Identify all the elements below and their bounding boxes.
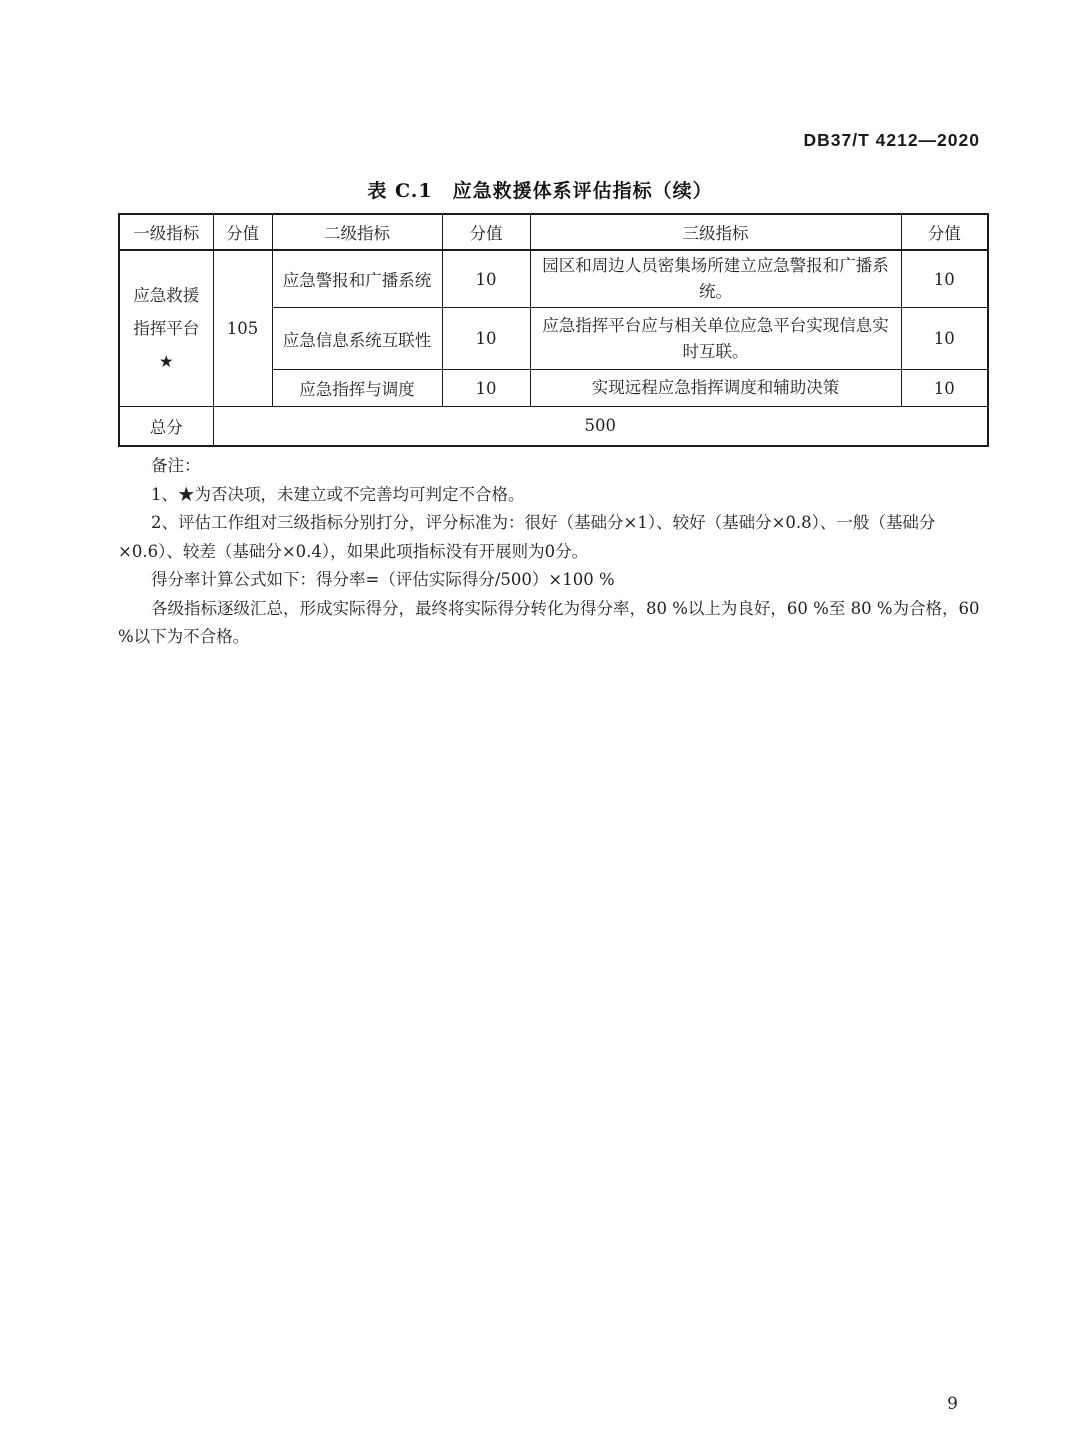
note-item-2: 2、评估工作组对三级指标分别打分，评分标准为：很好（基础分×1）、较好（基础分×0.8）、一般（基础分×0.6）、较差（基础分×0.4），如果此项指标没有开展则为0分。 xyxy=(118,513,936,561)
level2-score-cell: 10 xyxy=(442,308,530,370)
note-item-3: 得分率计算公式如下：得分率=（评估实际得分/500）×100 % xyxy=(151,570,615,589)
note-item-1: 1、★为否决项，未建立或不完善均可判定不合格。 xyxy=(151,484,525,504)
header-score3: 分值 xyxy=(901,214,988,250)
level2-score-cell: 10 xyxy=(442,250,530,308)
header-level1: 一级指标 xyxy=(119,214,213,250)
total-row xyxy=(119,407,988,446)
level2-indicator-cell: 应急警报和广播系统 xyxy=(272,250,442,308)
level3-indicator-cell: 园区和周边人员密集场所建立应急警报和广播系统。 xyxy=(530,250,901,308)
level1-indicator-cell xyxy=(119,250,213,407)
table-header-row xyxy=(119,214,988,250)
level3-score-cell: 10 xyxy=(901,250,988,308)
level3-indicator-cell: 应急指挥平台应与相关单位应急平台实现信息实时互联。 xyxy=(530,308,901,370)
level3-score-cell: 10 xyxy=(901,308,988,370)
total-label-cell: 总分 xyxy=(119,407,213,446)
level1-score-cell: 105 xyxy=(213,250,272,407)
level2-score-cell: 10 xyxy=(442,370,530,407)
level3-indicator-cell: 实现远程应急指挥调度和辅助决策 xyxy=(530,370,901,407)
doc-code: DB37/T 4212—2020 xyxy=(803,130,980,150)
header-level2: 二级指标 xyxy=(272,214,442,250)
note-item-4: 各级指标逐级汇总，形成实际得分，最终将实际得分转化为得分率，80 %以上为良好，60 %至 80 %为合格，60 %以下为不合格。 xyxy=(118,598,980,646)
page-number: 9 xyxy=(947,1394,958,1414)
notes-section xyxy=(118,452,984,652)
indicator-table xyxy=(118,213,989,447)
table-title: 表 C.1 应急救援体系评估指标（续） xyxy=(367,180,713,202)
level3-score-cell: 10 xyxy=(901,370,988,407)
level2-indicator-cell: 应急指挥与调度 xyxy=(272,370,442,407)
header-score2: 分值 xyxy=(442,214,530,250)
total-value-cell: 500 xyxy=(213,407,988,446)
table-row xyxy=(119,250,988,308)
level2-indicator-cell: 应急信息系统互联性 xyxy=(272,308,442,370)
header-level3: 三级指标 xyxy=(530,214,901,250)
star-icon: ★ xyxy=(158,352,174,371)
header-score1: 分值 xyxy=(213,214,272,250)
notes-label: 备注： xyxy=(151,456,201,475)
level1-name-line1: 应急救援 xyxy=(133,286,200,305)
level1-name-line2: 指挥平台 xyxy=(133,319,200,338)
